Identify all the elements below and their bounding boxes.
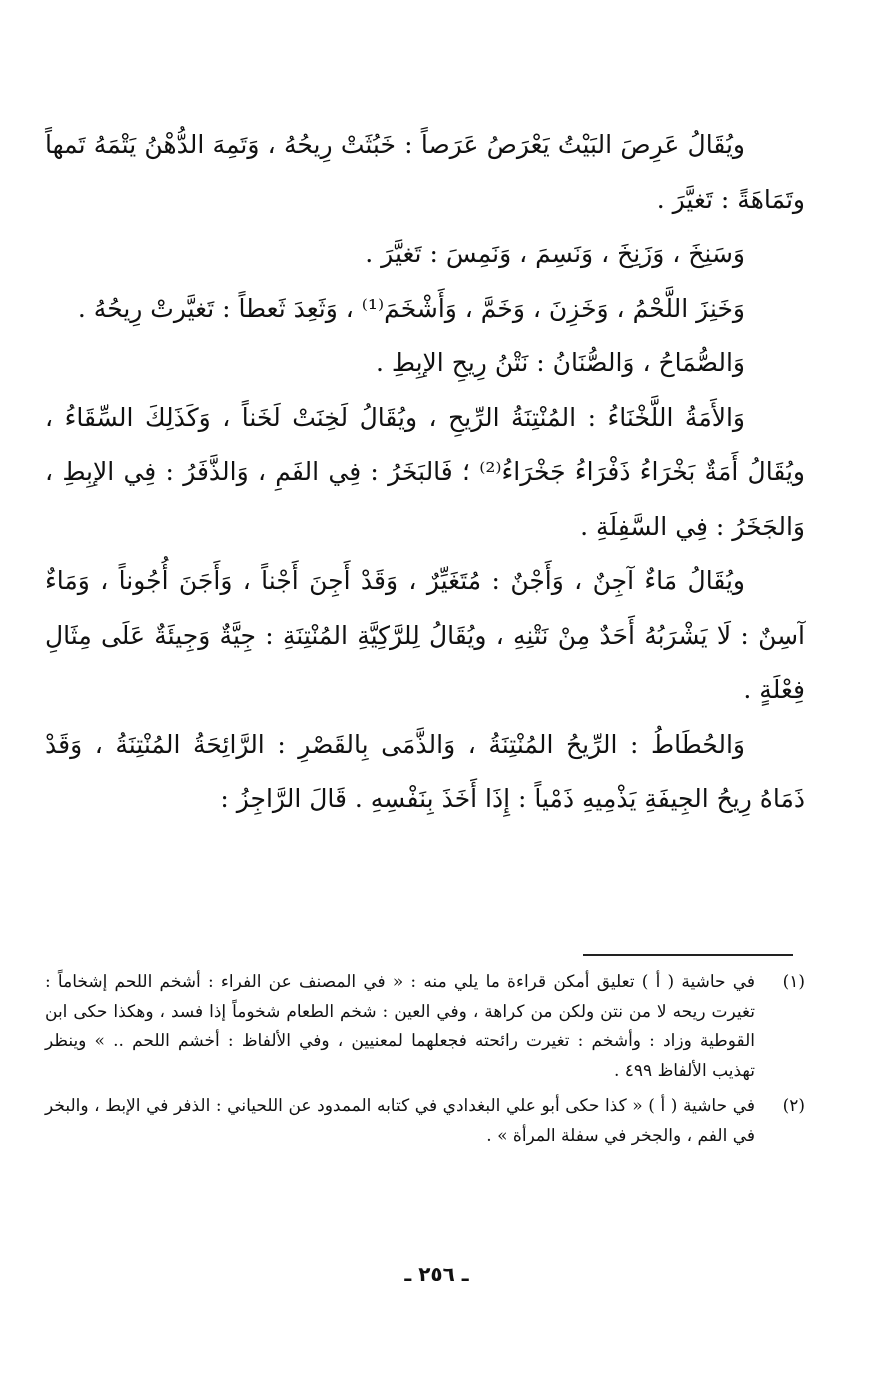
footnote-text: في حاشية ( أ ) « كذا حكى أبو علي البغدادي في كتابه الممدود عن اللحياني : الذفر في الإبط ، والبخر في الفم ، والجخر في سفلة المرأة » .: [45, 1096, 755, 1146]
paragraph-6: ويُقَالُ مَاءٌ آجِنٌ ، وَأَجْنٌ : مُتَغَيِّرٌ ، وَقَدْ أَجِنَ أَجْناً ، وَأَجَنَ أُجُوناً ، وَمَاءٌ آسِنٌ : لَا يَشْرَبُهُ أَحَدٌ مِنْ نَتْنِهِ ، ويُقَالُ لِلرَّكِيَّةِ المُنْتِنَةِ : جِيَّةٌ وَجِيئَةٌ عَلَى مِثَالِ فِعْلَةٍ .: [45, 566, 805, 704]
footnote-1: [45, 968, 805, 1086]
main-text-body: [45, 118, 805, 827]
paragraph-1: ويُقَالُ عَرِصَ البَيْتُ يَعْرَصُ عَرَصاً : خَبُثَتْ رِيحُهُ ، وَتَمِهَ الدُّهْنُ يَتْمَهُ تَمهاً وتَمَاهَةً : تَغيَّرَ .: [45, 130, 805, 214]
footnote-text: في حاشية ( أ ) تعليق أمكن قراءة ما يلي منه : « في المصنف عن الفراء : أشخم اللحم إشخاماً : تغيرت ريحه لا من نتن ولكن من كراهة ، وفي العين : شخم الطعام شخوماً إذا فسد ، وهكذا حكى ابن القوطية وزاد : وأشخم : تغيرت رائحته فجعلهما لمعنيين ، وفي الألفاظ : أخشم اللحم .. » وينظر تهذيب الألفاظ ٤٩٩ .: [45, 972, 755, 1081]
paragraph-4: وَالصُّمَاحُ ، وَالصُّنَانُ : نَتْنُ رِيحِ الإبِطِ .: [375, 348, 745, 377]
footnote-number: (١): [782, 972, 805, 992]
page-number: ـ ٢٥٦ ـ: [404, 1262, 469, 1286]
footnotes: [45, 968, 805, 1157]
paragraph-5: وَالأَمَةُ اللَّخْنَاءُ : المُنْتِنَةُ الرِّيحِ ، ويُقَالُ لَخِنَتْ لَخَناً ، وَكَذَلِكَ السِّقَاءُ ، ويُقَالُ أَمَةٌ بَخْرَاءُ ذَفْرَاءُ جَخْرَاءُ⁽²⁾ ؛ فَالبَخَرُ : فِي الفَمِ ، وَالذَّفَرُ : فِي الإبِطِ ، وَالجَخَرُ : فِي السَّفِلَةِ .: [45, 402, 806, 541]
paragraph-3: وَخَنِزَ اللَّحْمُ ، وَخَزِنَ ، وَخَمَّ ، وَأَشْخَمَ⁽¹⁾ ، وَثَعِدَ ثَعطاً : تَغيَّرتْ رِيحُهُ .: [77, 293, 745, 323]
footnote-number: (٢): [782, 1096, 805, 1116]
paragraph-2: وَسَنِخَ ، وَزَنِخَ ، وَنَسِمَ ، وَنَمِسَ : تَغيَّرَ .: [365, 239, 745, 268]
footnote-2: [45, 1092, 805, 1151]
paragraph-7: وَالحُطَاطُ : الرِّيحُ المُنْتِنَةُ ، وَالذَّمَى بِالقَصْرِ : الرَّائِحَةُ المُنْتِنَةُ ، وَقَدْ ذَمَاهُ رِيحُ الجِيفَةِ يَذْمِيهِ ذَمْياً : إِذَا أَخَذَ بِنَفْسِهِ . قَالَ الرَّاجِزُ :: [45, 729, 805, 813]
footnote-separator: [583, 954, 793, 956]
